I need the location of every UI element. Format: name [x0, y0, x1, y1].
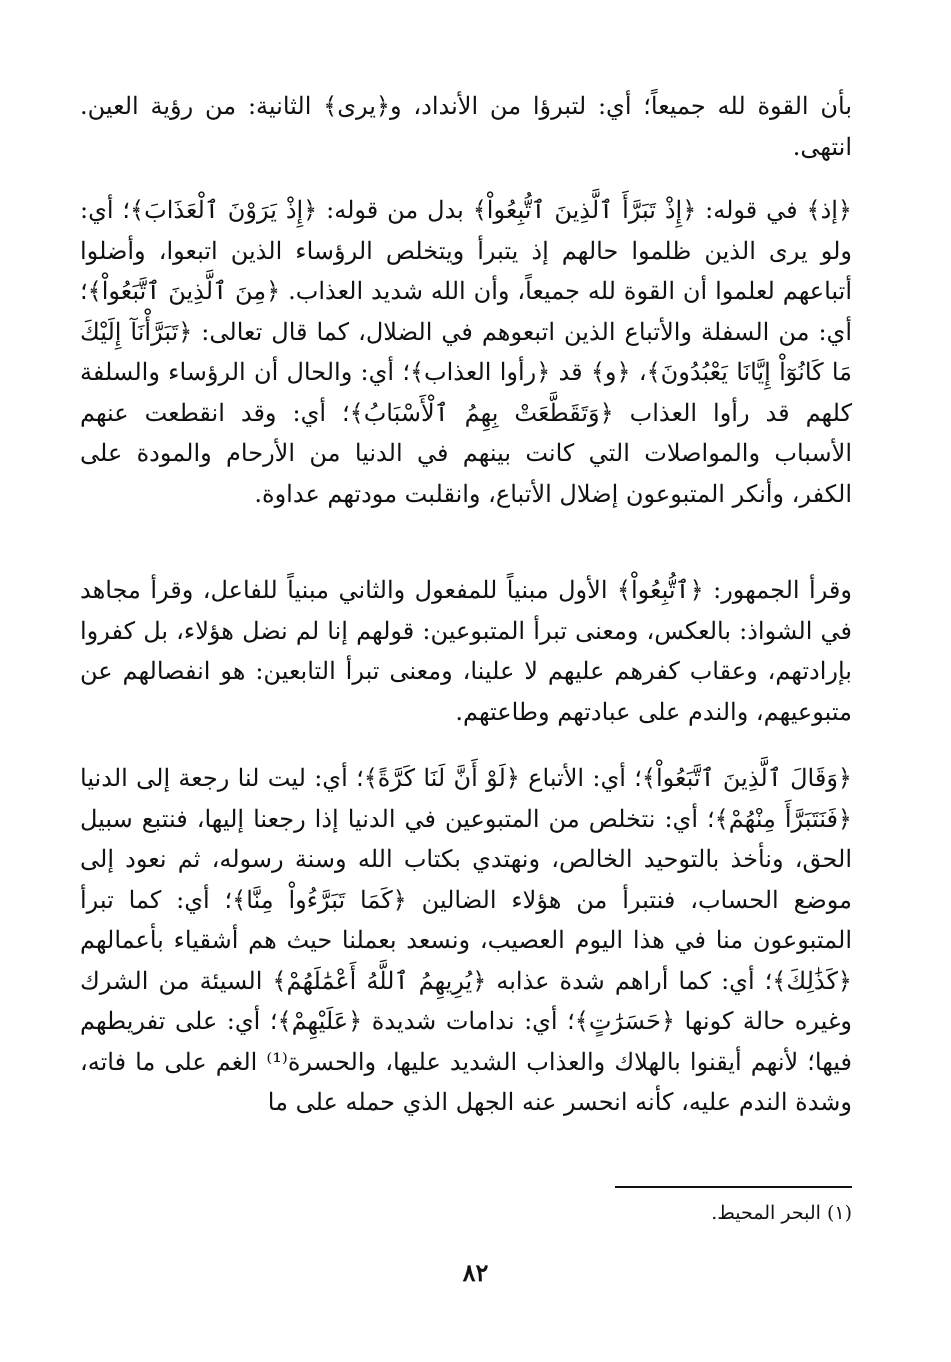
- footnote-separator: [615, 1186, 852, 1188]
- paragraph-4: ﴿وَقَالَ ٱلَّذِينَ ٱتَّبَعُواْ﴾؛ أي: الأتباع ﴿لَوْ أَنَّ لَنَا كَرَّةً﴾؛ أي: ليت لنا رجعة إلى الدنيا ﴿فَنَتَبَرَّأَ مِنْهُمْ﴾؛ أي: نتخلص من المتبوعين في الدنيا إذا رجعنا إليها، فنتبع سبيل الحق، ونأخذ بالتوحيد الخالص، ونهتدي بكتاب الله وسنة رسوله، ثم نعود إلى موضع الحساب، فنتبرأ من هؤلاء الضالين ﴿كَمَا تَبَرَّءُواْ مِنَّا﴾؛ أي: كما تبرأ المتبوعون منا في هذا اليوم العصيب، ونسعد بعملنا حيث هم أشقياء بأعمالهم ﴿كَذَٰلِكَ﴾؛ أي: كما أراهم شدة عذابه ﴿يُرِيهِمُ ٱللَّهُ أَعْمَٰلَهُمْ﴾ السيئة من الشرك وغيره حالة كونها ﴿حَسَرَٰتٍ﴾؛ أي: ندامات شديدة ﴿عَلَيْهِمْ﴾؛ أي: على تفريطهم فيها؛ لأنهم أيقنوا بالهلاك والعذاب الشديد عليها، والحسرة⁽¹⁾ الغم على ما فاته، وشدة الندم عليه، كأنه انحسر عنه الجهل الذي حمله على ما: [80, 764, 852, 1116]
- paragraph-1: بأن القوة لله جميعاً؛ أي: لتبرؤا من الأنداد، و﴿يرى﴾ الثانية: من رؤية العين. انتهى.: [80, 92, 852, 161]
- paragraph-3: وقرأ الجمهور: ﴿ٱتُّبِعُواْ﴾ الأول مبنياً للمفعول والثاني مبنياً للفاعل، وقرأ مجاهد في الشواذ: بالعكس، ومعنى تبرأ المتبوعين: قولهم إنا لم نضل هؤلاء، بل كفروا بإرادتهم، وعقاب كفرهم عليهم لا علينا، ومعنى تبرأ التابعين: هو انفصالهم عن متبوعيهم، والندم على عبادتهم وطاعتهم.: [80, 576, 852, 726]
- page-number: ٨٢: [462, 1258, 489, 1287]
- footnote: (١) البحر المحيط.: [711, 1202, 852, 1224]
- paragraph-2: ﴿إذ﴾ في قوله: ﴿إِذْ تَبَرَّأَ ٱلَّذِينَ ٱتُّبِعُواْ﴾ بدل من قوله: ﴿إِذْ يَرَوْنَ ٱلْعَذَابَ﴾؛ أي: ولو يرى الذين ظلموا حالهم إذ يتبرأ ويتخلص الرؤساء الذين اتبعوا، وأضلوا أتباعهم لعلموا أن القوة لله جميعاً، وأن الله شديد العذاب. ﴿مِنَ ٱلَّذِينَ ٱتَّبَعُواْ﴾؛ أي: من السفلة والأتباع الذين اتبعوهم في الضلال، كما قال تعالى: ﴿تَبَرَّأْنَآ إِلَيْكَ مَا كَانُوٓاْ إِيَّانَا يَعْبُدُونَ﴾، ﴿و﴾ قد ﴿رأوا العذاب﴾؛ أي: والحال أن الرؤساء والسلفة كلهم قد رأوا العذاب ﴿وَتَقَطَّعَتْ بِهِمُ ٱلْأَسْبَابُ﴾؛ أي: وقد انقطعت عنهم الأسباب والمواصلات التي كانت بينهم في الدنيا من الأرحام والمودة على الكفر، وأنكر المتبوعون إضلال الأتباع، وانقلبت مودتهم عداوة.: [80, 196, 852, 508]
